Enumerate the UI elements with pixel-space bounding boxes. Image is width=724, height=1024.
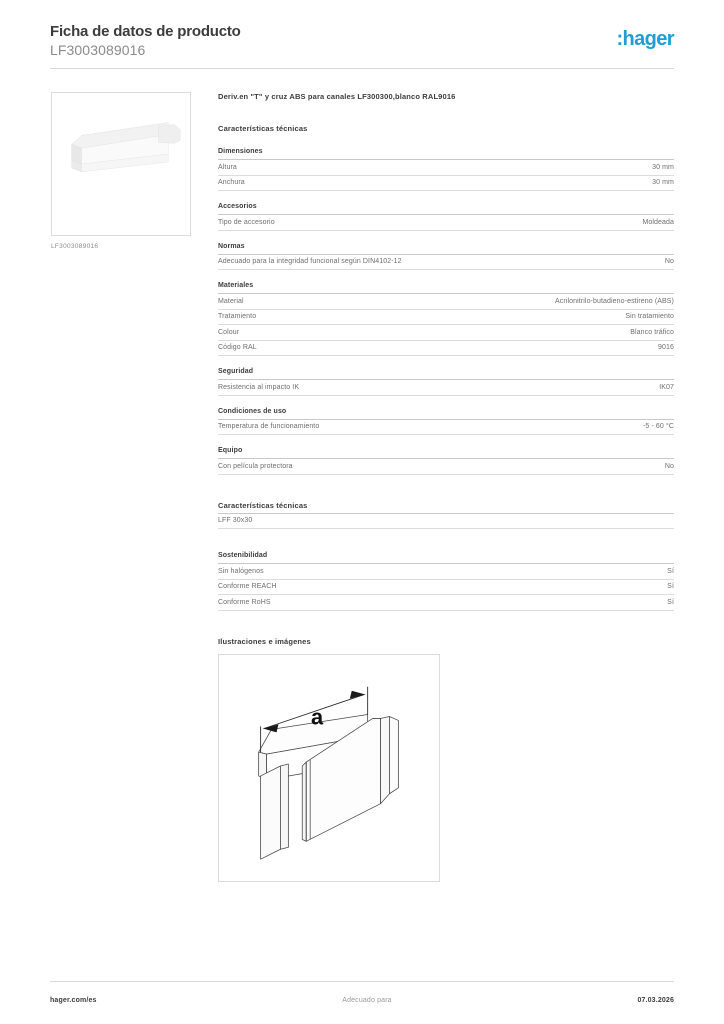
product-image: [51, 92, 191, 236]
group-title: Accesorios: [218, 202, 674, 215]
page-footer: [50, 997, 674, 1004]
main-content: [218, 92, 674, 882]
spec-label: Resistencia al impacto IK: [218, 383, 300, 391]
spec-row: [218, 580, 674, 596]
group-title: Dimensiones: [218, 147, 674, 160]
group-title: Normas: [218, 242, 674, 255]
spec-value: Blanco tráfico: [630, 328, 674, 336]
spec-row: [218, 380, 674, 396]
product-photo-svg: [52, 93, 190, 235]
spec-row: LFF 30x30: [218, 514, 674, 530]
spec-value: Sí: [667, 583, 674, 590]
spec-row: [218, 564, 674, 580]
spec-row: [218, 325, 674, 341]
spec-group-equipo: [218, 446, 674, 475]
spec-value: Sin tratamiento: [625, 313, 674, 320]
spec-value: Sí: [667, 598, 674, 606]
tee-junction-drawing-svg: [219, 655, 439, 881]
group-title: Materiales: [218, 281, 674, 294]
spec-row: [218, 176, 674, 192]
page-title: Ficha de datos de producto: [50, 23, 241, 40]
spec-group-accesorios: [218, 202, 674, 231]
spec-label: Material: [218, 297, 244, 305]
technical-characteristics-secondary: [218, 501, 674, 530]
spec-label: Conforme RoHS: [218, 598, 271, 606]
spec-value: -5 - 60 °C: [642, 423, 674, 430]
spec-label: Colour: [218, 328, 240, 336]
footer-website[interactable]: hager.com/es: [50, 997, 97, 1004]
product-description: Deriv.en "T" y cruz ABS para canales LF300300,blanco RAL9016: [218, 92, 456, 101]
spec-row: [218, 160, 674, 176]
spec-label: Conforme REACH: [218, 583, 277, 590]
illustrations-title: Ilustraciones e imágenes: [218, 636, 311, 646]
group-title: Condiciones de uso: [218, 407, 674, 420]
spec-row: [218, 310, 674, 326]
dimension-label-a: a: [311, 703, 324, 729]
spec-row: [218, 459, 674, 475]
spec-row: [218, 595, 674, 611]
footer-divider: [50, 981, 674, 982]
spec-row: [218, 215, 674, 231]
spec-row: [218, 294, 674, 310]
spec-value: 9016: [658, 344, 674, 351]
spec-row: [218, 255, 674, 271]
spec-label: Tratamiento: [218, 313, 257, 320]
spec-value: Moldeada: [642, 218, 674, 226]
spec-group-dimensiones: [218, 147, 674, 191]
spec-value: Acrilonitrilo-butadieno-estireno (ABS): [555, 297, 674, 305]
footer-date: 07.03.2026: [637, 997, 674, 1004]
spec-group-sostenibilidad: [218, 551, 674, 611]
technical-characteristics-title: Características técnicas: [218, 124, 308, 133]
illustrations-section: [218, 637, 674, 882]
spec-label: Con película protectora: [218, 462, 293, 470]
spec-label: Temperatura de funcionamiento: [218, 423, 320, 430]
group-title: Equipo: [218, 446, 674, 459]
spec-group-condiciones-de-uso: [218, 407, 674, 436]
technical-drawing: [218, 654, 440, 882]
spec-value: 30 mm: [652, 179, 674, 186]
hager-logo: :hager: [616, 28, 674, 50]
spec-label: Adecuado para la integridad funcional según DIN4102-12: [218, 258, 402, 265]
page-header: [50, 22, 674, 64]
spec-row: [218, 420, 674, 436]
group-title: Sostenibilidad: [218, 551, 674, 564]
group-title: Características técnicas: [218, 501, 674, 514]
spec-value: No: [664, 258, 674, 265]
spec-group-normas: [218, 242, 674, 271]
group-title: Seguridad: [218, 367, 674, 380]
spec-row: [218, 341, 674, 357]
spec-label: Código RAL: [218, 344, 257, 351]
spec-value: No: [664, 462, 674, 470]
spec-group-materiales: [218, 281, 674, 356]
spec-label: Sin halógenos: [218, 567, 264, 575]
spec-value: IK07: [659, 383, 674, 391]
spec-label: Altura: [218, 163, 237, 171]
spec-group-seguridad: [218, 367, 674, 396]
spec-label: Anchura: [218, 179, 245, 186]
spec-value: Sí: [667, 567, 674, 575]
spec-label: Tipo de accesorio: [218, 218, 275, 226]
footer-note: Adecuado para: [342, 997, 392, 1004]
spec-value: 30 mm: [652, 163, 674, 171]
product-reference: LF3003089016: [50, 42, 146, 58]
product-image-caption: LF3003089016: [51, 243, 99, 250]
header-divider: [50, 68, 674, 69]
